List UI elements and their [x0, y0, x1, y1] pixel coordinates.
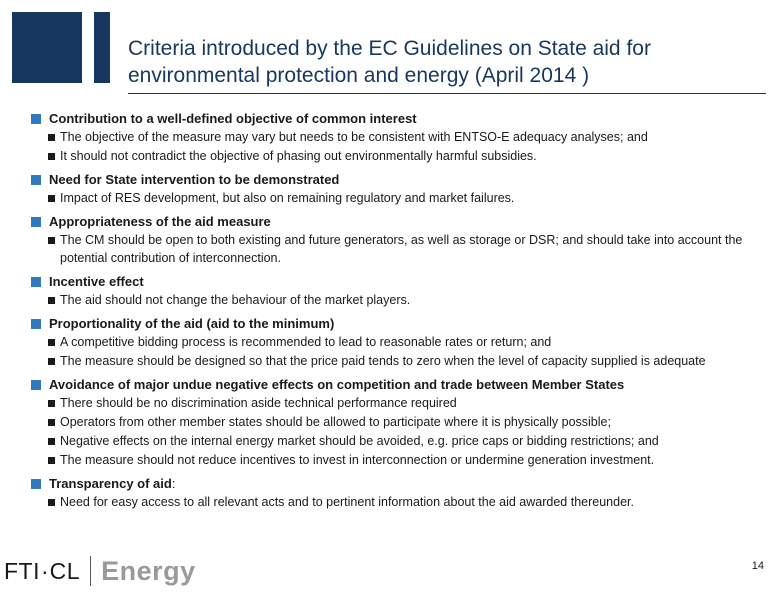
criterion-bullet — [30, 352, 760, 370]
decorative-block-thin — [94, 12, 110, 83]
criterion-bullet — [30, 432, 760, 450]
square-bullet-icon — [31, 380, 41, 390]
square-bullet-icon — [31, 319, 41, 329]
small-square-bullet-icon — [48, 419, 55, 426]
small-square-bullet-icon — [48, 153, 55, 160]
small-square-bullet-icon — [48, 358, 55, 365]
criterion-heading-text: Transparency of aid — [49, 476, 172, 491]
criterion-bullet — [30, 413, 760, 431]
criterion-bullet-text: A competitive bidding process is recommended to lead to reasonable rates or return; and — [60, 335, 552, 349]
criteria-list — [30, 111, 760, 518]
criterion-bullet-text: Negative effects on the internal energy market should be avoided, e.g. price caps or bidding restrictions; and — [60, 434, 659, 448]
criterion-section — [30, 274, 760, 309]
criterion-bullet — [30, 189, 760, 207]
decorative-block-large — [12, 12, 82, 83]
criterion-bullet-text: Impact of RES development, but also on remaining regulatory and market failures. — [60, 191, 515, 205]
criterion-bullet-text: The aid should not change the behaviour of the market players. — [60, 293, 411, 307]
criterion-section — [30, 111, 760, 165]
logo-fti-text: FTI — [4, 557, 40, 584]
small-square-bullet-icon — [48, 339, 55, 346]
small-square-bullet-icon — [48, 499, 55, 506]
criterion-bullet-text: The measure should not reduce incentives to invest in interconnection or undermine generation investment. — [60, 453, 655, 467]
small-square-bullet-icon — [48, 438, 55, 445]
criterion-bullet — [30, 333, 760, 351]
page-number: 14 — [751, 560, 764, 572]
small-square-bullet-icon — [48, 457, 55, 464]
criterion-heading — [30, 316, 760, 332]
criterion-heading — [30, 377, 760, 393]
small-square-bullet-icon — [48, 134, 55, 141]
criterion-section — [30, 377, 760, 469]
criterion-bullet-text: Operators from other member states should be allowed to participate where it is physically possible; — [60, 415, 611, 429]
criterion-heading-suffix: : — [171, 476, 176, 491]
criterion-heading — [30, 274, 760, 290]
title-underline — [128, 93, 766, 94]
small-square-bullet-icon — [48, 195, 55, 202]
criterion-bullet — [30, 231, 760, 267]
criterion-heading-text: Proportionality of the aid (aid to the minimum) — [49, 316, 335, 331]
logo-dot: · — [41, 557, 49, 584]
square-bullet-icon — [31, 175, 41, 185]
criterion-heading — [30, 172, 760, 188]
criterion-heading-text: Incentive effect — [49, 274, 144, 289]
criterion-heading-text: Contribution to a well-defined objective of common interest — [49, 111, 417, 126]
criterion-bullet-text: The measure should be designed so that the price paid tends to zero when the level of capacity supplied is adequate — [60, 354, 706, 368]
square-bullet-icon — [31, 479, 41, 489]
criterion-bullet — [30, 394, 760, 412]
square-bullet-icon — [31, 277, 41, 287]
criterion-heading — [30, 214, 760, 230]
criterion-heading-text: Avoidance of major undue negative effects on competition and trade between Member States — [49, 377, 625, 392]
criterion-bullet — [30, 451, 760, 469]
criterion-section — [30, 214, 760, 267]
criterion-bullet-text: There should be no discrimination aside technical performance required — [60, 396, 457, 410]
criterion-bullet-text: Need for easy access to all relevant acts and to pertinent information about the aid awarded thereunder. — [60, 495, 634, 509]
criterion-heading-text: Appropriateness of the aid measure — [49, 214, 271, 229]
square-bullet-icon — [31, 114, 41, 124]
criterion-section — [30, 476, 760, 511]
logo-cl-text: CL — [49, 557, 81, 584]
criterion-bullet — [30, 128, 760, 146]
square-bullet-icon — [31, 217, 41, 227]
criterion-bullet — [30, 291, 760, 309]
criterion-bullet — [30, 493, 760, 511]
fti-cl-energy-logo — [4, 555, 196, 587]
criterion-heading — [30, 476, 760, 492]
criterion-heading-text: Need for State intervention to be demonstrated — [49, 172, 340, 187]
criterion-bullet-text: It should not contradict the objective of phasing out environmentally harmful subsidies. — [60, 149, 537, 163]
criterion-bullet-text: The CM should be open to both existing and future generators, as well as storage or DSR; and should take into account the potential contribution of interconnection. — [60, 233, 743, 265]
criterion-heading — [30, 111, 760, 127]
criterion-section — [30, 172, 760, 207]
small-square-bullet-icon — [48, 237, 55, 244]
criterion-section — [30, 316, 760, 370]
criterion-bullet — [30, 147, 760, 165]
slide-title: Criteria introduced by the EC Guidelines on State aid for environmental protection and energy (April 2014 ) — [128, 37, 651, 87]
logo-energy-text: Energy — [101, 555, 196, 586]
criterion-bullet-text: The objective of the measure may vary but needs to be consistent with ENTSO-E adequacy analyses; and — [60, 130, 648, 144]
logo-separator — [90, 556, 91, 586]
small-square-bullet-icon — [48, 297, 55, 304]
small-square-bullet-icon — [48, 400, 55, 407]
